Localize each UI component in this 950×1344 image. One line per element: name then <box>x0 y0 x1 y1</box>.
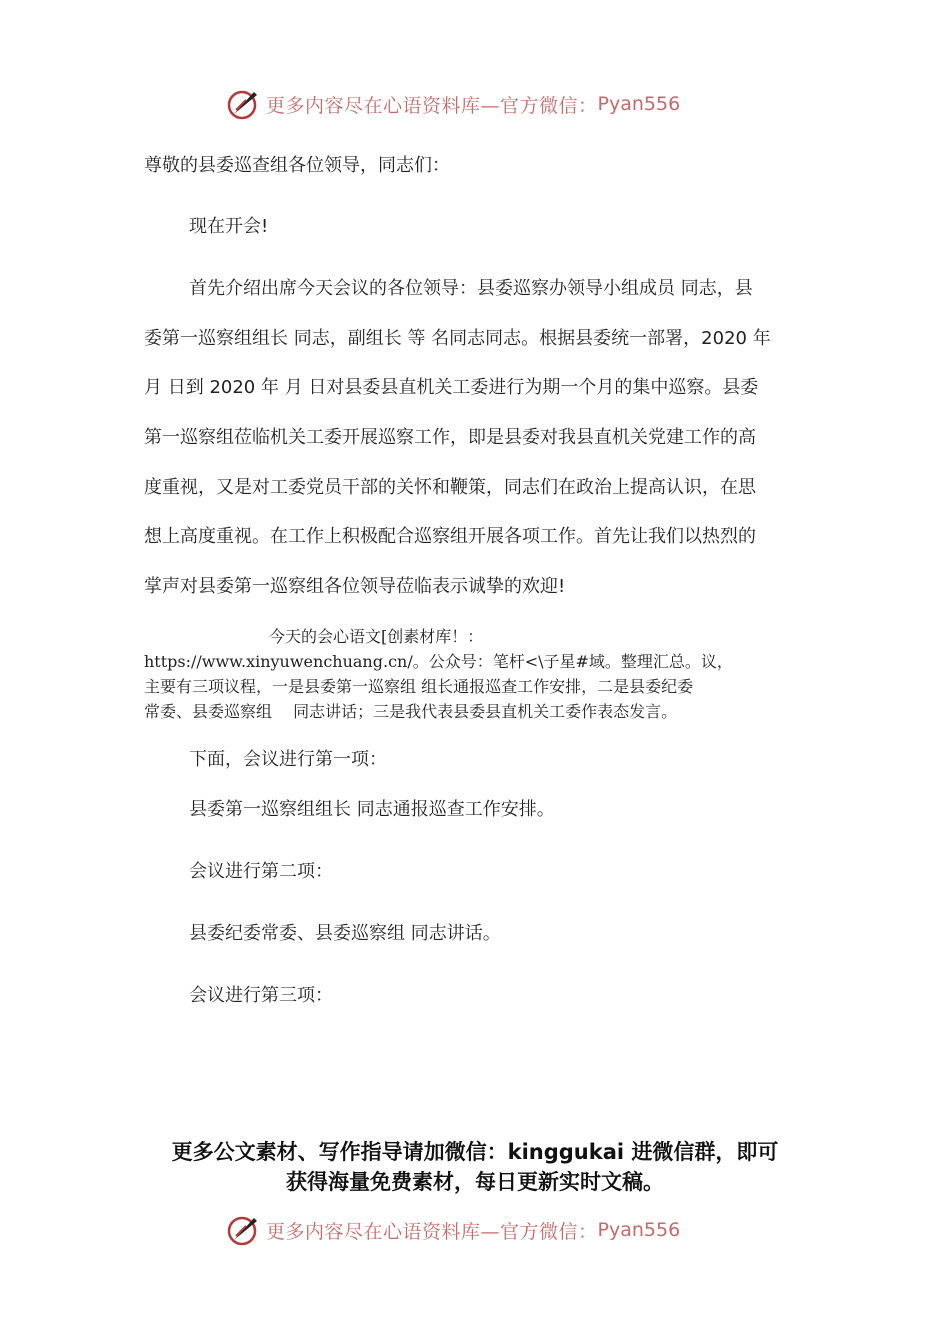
intro-line: 想上高度重视。在工作上积极配合巡察组开展各项工作。首先让我们以热烈的 <box>144 526 756 547</box>
agenda-line: 主要有三项议程，一是县委第一巡察组 组长通报巡查工作安排，二是县委纪委 <box>144 677 694 696</box>
header-banner <box>226 86 726 122</box>
quill-logo-icon <box>226 86 262 122</box>
opening-line: 现在开会! <box>189 216 269 237</box>
banner-text: 更多内容尽在心语资料库—官方微信： <box>266 1220 598 1243</box>
banner-wechat-id: Pyan556 <box>597 1219 681 1241</box>
agenda-line: 今天的会心语文[创素材库！： <box>269 627 484 646</box>
footer-banner <box>226 1212 726 1248</box>
intro-line: 掌声对县委第一巡察组各位领导莅临表示诚挚的欢迎! <box>144 576 566 597</box>
agenda-line: https://www.xinyuwenchuang.cn/。公众号：笔杆<\子星#域。整理汇总。议， <box>144 652 733 671</box>
item3-header: 会议进行第三项： <box>189 985 333 1006</box>
intro-line: 第一巡察组莅临机关工委开展巡察工作，即是县委对我县直机关党建工作的高 <box>144 427 756 448</box>
footer-promo-line1: 更多公文素材、写作指导请加微信：kinggukai 进微信群，即可 <box>171 1140 779 1164</box>
item1-line: 县委第一巡察组组长 同志通报巡查工作安排。 <box>189 799 555 820</box>
banner-wechat-id: Pyan556 <box>597 93 681 115</box>
salutation: 尊敬的县委巡查组各位领导，同志们： <box>144 155 450 176</box>
next-item-line: 下面，会议进行第一项： <box>189 749 387 770</box>
item2-header: 会议进行第二项： <box>189 861 333 882</box>
intro-line: 委第一巡察组组长 同志，副组长 等 名同志同志。根据县委统一部署，2020 年 <box>144 328 771 349</box>
intro-line: 度重视，又是对工委党员干部的关怀和鞭策，同志们在政治上提高认识，在思 <box>144 477 756 498</box>
intro-line: 首先介绍出席今天会议的各位领导：县委巡察办领导小组成员 同志，县 <box>189 278 753 299</box>
agenda-line: 常委、县委巡察组 同志讲话；三是我代表县委县直机关工委作表态发言。 <box>144 702 678 721</box>
quill-logo-icon <box>226 1212 262 1248</box>
footer-promo-line2: 获得海量免费素材，每日更新实时文稿。 <box>286 1170 664 1194</box>
item2-line: 县委纪委常委、县委巡察组 同志讲话。 <box>189 923 501 944</box>
intro-line: 月 日到 2020 年 月 日对县委县直机关工委进行为期一个月的集中巡察。县委 <box>144 377 759 398</box>
banner-text: 更多内容尽在心语资料库—官方微信： <box>266 94 598 117</box>
